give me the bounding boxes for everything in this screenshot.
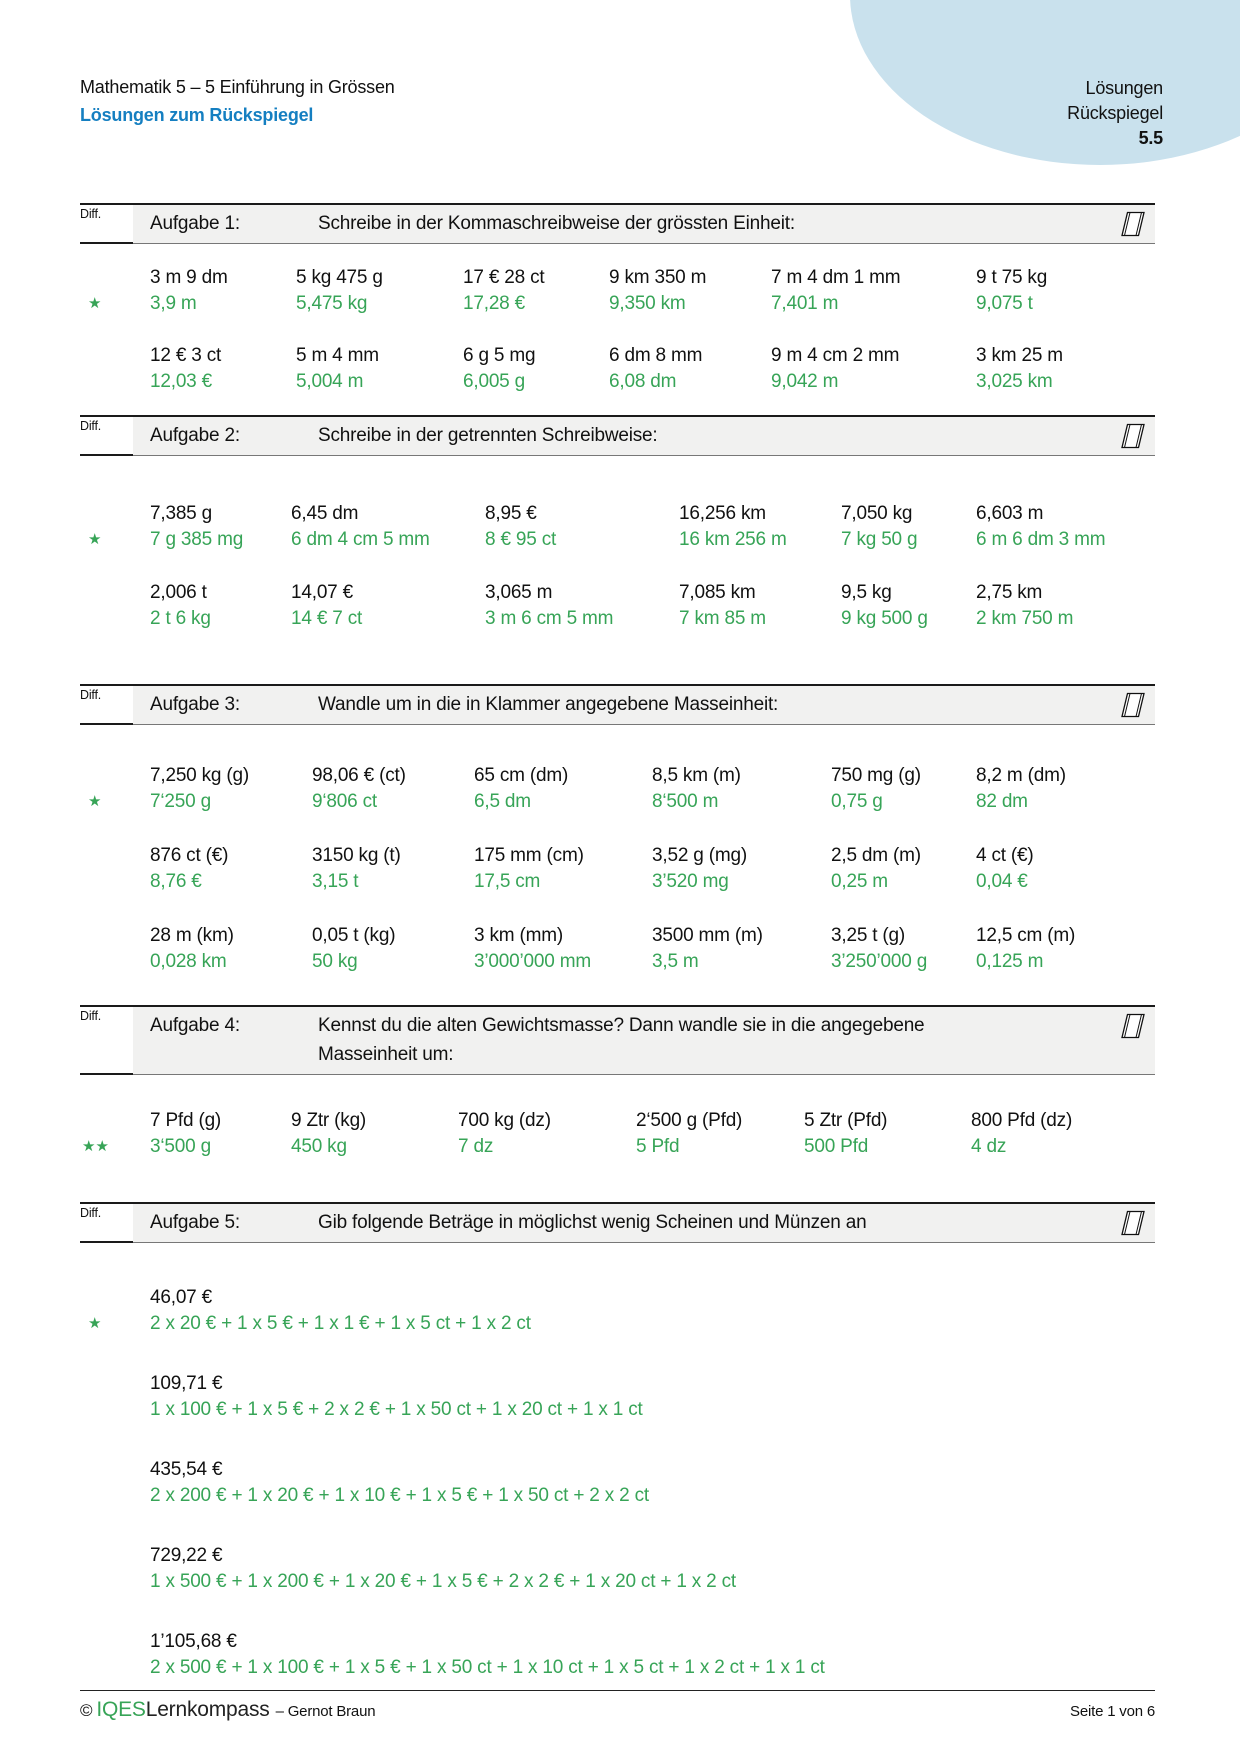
qa-item [652, 843, 831, 895]
answer-value: 0,028 km [150, 951, 227, 972]
question-value: 6,603 m [976, 503, 1044, 524]
question-value: 876 ct (€) [150, 845, 229, 866]
star-rating: ★ [88, 295, 103, 312]
qa-item [474, 843, 652, 895]
answer-value: 3 m 6 cm 5 mm [485, 608, 614, 629]
answer-value: 0,04 € [976, 871, 1028, 892]
answer-value: 2 x 20 € + 1 x 5 € + 1 x 1 € + 1 x 5 ct + 1 x 2 ct [150, 1313, 531, 1334]
notes-icon [1120, 422, 1146, 450]
task-instruction: Wandle um in die in Klammer angegebene Masseinheit: [318, 694, 779, 715]
answer-value: 16 km 256 m [679, 529, 787, 550]
answer-value: 3,025 km [976, 371, 1053, 392]
answer-value: 5 Pfd [636, 1136, 680, 1157]
answer-value: 2 x 500 € + 1 x 100 € + 1 x 5 € + 1 x 50 ct + 1 x 10 ct + 1 x 5 ct + 1 x 2 ct + 1 x 1 ct [150, 1657, 825, 1678]
task-row [80, 343, 1155, 395]
answer-value: 17,5 cm [474, 871, 541, 892]
diff-label: Diff. [80, 205, 133, 244]
qa-item [771, 343, 976, 395]
star-rating: ★ [88, 531, 103, 548]
brand-iqes: IQES [96, 1698, 146, 1721]
qa-item [312, 843, 474, 895]
task-instruction: Schreibe in der Kommaschreibweise der grössten Einheit: [318, 213, 795, 234]
answer-value: 0,75 g [831, 791, 883, 812]
task-row [80, 763, 1155, 815]
qa-item [150, 1108, 291, 1160]
task-instruction: Schreibe in der getrennten Schreibweise: [318, 425, 658, 446]
answer-value: 8,76 € [150, 871, 202, 892]
answer-value: 1 x 500 € + 1 x 200 € + 1 x 20 € + 1 x 5 € + 2 x 2 € + 1 x 20 ct + 1 x 2 ct [150, 1571, 737, 1592]
task-section-4 [80, 1005, 1155, 1160]
course-title: Mathematik 5 – 5 Einführung in Grössen [80, 77, 395, 97]
answer-value: 4 dz [971, 1136, 1007, 1157]
question-value: 14,07 € [291, 582, 353, 603]
copyright-icon: © [80, 1701, 93, 1720]
task-row [80, 843, 1155, 895]
question-value: 7,385 g [150, 503, 212, 524]
qa-item [474, 923, 652, 975]
answer-value: 12,03 € [150, 371, 212, 392]
task-title: Aufgabe 5: [150, 1212, 240, 1233]
diff-label: Diff. [80, 1007, 133, 1075]
task-title-bar [133, 205, 1155, 244]
amount-block [80, 1285, 1155, 1337]
task-row [80, 501, 1155, 553]
task-section-1 [80, 203, 1155, 395]
corner-label [1067, 76, 1163, 151]
task-header [80, 203, 1155, 244]
question-value: 4 ct (€) [976, 845, 1034, 866]
qa-item [312, 923, 474, 975]
answer-value: 82 dm [976, 791, 1028, 812]
question-value: 3 km (mm) [474, 925, 563, 946]
question-value: 12,5 cm (m) [976, 925, 1076, 946]
answer-value: 7‘250 g [150, 791, 211, 812]
qa-item [831, 843, 976, 895]
corner-line-loesungen: Lösungen [1085, 78, 1163, 98]
answer-value: 14 € 7 ct [291, 608, 363, 629]
task-row [80, 265, 1155, 317]
qa-item [296, 265, 463, 317]
question-value: 28 m (km) [150, 925, 234, 946]
qa-item [976, 580, 1155, 632]
qa-item [150, 923, 312, 975]
answer-value: 5,004 m [296, 371, 364, 392]
qa-item [976, 763, 1155, 815]
question-value: 2‘500 g (Pfd) [636, 1110, 743, 1131]
page-number: Seite 1 von 6 [1070, 1703, 1155, 1720]
qa-item [804, 1108, 971, 1160]
question-value: 800 Pfd (dz) [971, 1110, 1073, 1131]
diff-label: Diff. [80, 417, 133, 456]
star-rating: ★ [88, 1315, 103, 1332]
qa-item [463, 343, 609, 395]
qa-item [312, 763, 474, 815]
qa-item [458, 1108, 636, 1160]
question-value: 12 € 3 ct [150, 345, 222, 366]
question-value: 700 kg (dz) [458, 1110, 551, 1131]
question-value: 3,065 m [485, 582, 553, 603]
task-header [80, 1202, 1155, 1243]
task-title: Aufgabe 3: [150, 694, 240, 715]
question-value: 6 g 5 mg [463, 345, 536, 366]
question-value: 17 € 28 ct [463, 267, 545, 288]
answer-value: 9 kg 500 g [841, 608, 928, 629]
qa-item [291, 1108, 458, 1160]
brand-logo [80, 1698, 375, 1722]
question-value: 5 kg 475 g [296, 267, 383, 288]
qa-item [976, 843, 1155, 895]
question-value: 5 Ztr (Pfd) [804, 1110, 888, 1131]
question-value: 7 Pfd (g) [150, 1110, 222, 1131]
amount-block [80, 1457, 1155, 1509]
question-value: 750 mg (g) [831, 765, 921, 786]
task-title-bar [133, 1204, 1155, 1243]
corner-line-rueckspiegel: Rückspiegel [1067, 103, 1163, 123]
question-value: 8,2 m (dm) [976, 765, 1066, 786]
qa-item [291, 501, 485, 553]
task-instruction: Kennst du die alten Gewichtsmasse? Dann wandle sie in die angegebene Masseinheit um: [318, 1015, 925, 1065]
answer-value: 450 kg [291, 1136, 347, 1157]
question-value: 46,07 € [150, 1287, 212, 1308]
answer-value: 3,5 m [652, 951, 699, 972]
answer-value: 3’520 mg [652, 871, 729, 892]
qa-item [150, 501, 291, 553]
qa-item [976, 265, 1155, 317]
question-value: 1’105,68 € [150, 1631, 237, 1652]
question-value: 2,5 dm (m) [831, 845, 921, 866]
question-value: 109,71 € [150, 1373, 223, 1394]
question-value: 2,75 km [976, 582, 1043, 603]
task-header [80, 415, 1155, 456]
task-title: Aufgabe 2: [150, 425, 240, 446]
star-rating: ★★ [82, 1138, 109, 1155]
question-value: 729,22 € [150, 1545, 223, 1566]
answer-value: 7 dz [458, 1136, 494, 1157]
task-title-bar [133, 417, 1155, 456]
question-value: 7,250 kg (g) [150, 765, 249, 786]
question-value: 3 km 25 m [976, 345, 1063, 366]
answer-value: 17,28 € [463, 293, 525, 314]
question-value: 3 m 9 dm [150, 267, 228, 288]
answer-value: 6 dm 4 cm 5 mm [291, 529, 430, 550]
question-value: 9 km 350 m [609, 267, 707, 288]
question-value: 9 Ztr (kg) [291, 1110, 367, 1131]
qa-item [652, 763, 831, 815]
answer-value: 7 kg 50 g [841, 529, 918, 550]
question-value: 8,5 km (m) [652, 765, 741, 786]
qa-item [841, 501, 976, 553]
answer-value: 9,042 m [771, 371, 839, 392]
amount-block [80, 1543, 1155, 1595]
question-value: 7,085 km [679, 582, 756, 603]
qa-item [976, 923, 1155, 975]
document-header [80, 76, 395, 126]
task-title-bar [133, 686, 1155, 725]
qa-item [831, 763, 976, 815]
qa-item [841, 580, 976, 632]
question-value: 7,050 kg [841, 503, 913, 524]
task-row [80, 1108, 1155, 1160]
footer-divider [80, 1690, 1155, 1691]
question-value: 6,45 dm [291, 503, 359, 524]
answer-value: 2 x 200 € + 1 x 20 € + 1 x 10 € + 1 x 5 € + 1 x 50 ct + 2 x 2 ct [150, 1485, 649, 1506]
question-value: 3500 mm (m) [652, 925, 763, 946]
question-value: 8,95 € [485, 503, 537, 524]
answer-value: 50 kg [312, 951, 358, 972]
qa-item [150, 265, 296, 317]
question-value: 3150 kg (t) [312, 845, 401, 866]
answer-value: 9,350 km [609, 293, 686, 314]
qa-item [831, 923, 976, 975]
answer-value: 0,125 m [976, 951, 1044, 972]
answer-value: 6,08 dm [609, 371, 677, 392]
question-value: 3,52 g (mg) [652, 845, 747, 866]
qa-item [652, 923, 831, 975]
qa-item [636, 1108, 804, 1160]
task-header [80, 1005, 1155, 1075]
task-section-5 [80, 1202, 1155, 1681]
answer-value: 6 m 6 dm 3 mm [976, 529, 1106, 550]
diff-label: Diff. [80, 686, 133, 725]
question-value: 16,256 km [679, 503, 766, 524]
qa-item [485, 580, 679, 632]
question-value: 3,25 t (g) [831, 925, 906, 946]
answer-value: 3‘500 g [150, 1136, 211, 1157]
answer-value: 5,475 kg [296, 293, 368, 314]
qa-item [474, 763, 652, 815]
notes-icon [1120, 1209, 1146, 1237]
answer-value: 3’000’000 mm [474, 951, 591, 972]
answer-value: 9,075 t [976, 293, 1033, 314]
answer-value: 2 t 6 kg [150, 608, 211, 629]
task-instruction: Gib folgende Beträge in möglichst wenig Scheinen und Münzen an [318, 1212, 867, 1233]
answer-value: 3,15 t [312, 871, 359, 892]
question-value: 9 t 75 kg [976, 267, 1048, 288]
question-value: 2,006 t [150, 582, 207, 603]
answer-value: 500 Pfd [804, 1136, 869, 1157]
qa-item [609, 265, 771, 317]
qa-item [976, 501, 1155, 553]
notes-icon [1120, 210, 1146, 238]
answer-value: 1 x 100 € + 1 x 5 € + 2 x 2 € + 1 x 50 ct + 1 x 20 ct + 1 x 1 ct [150, 1399, 643, 1420]
answer-value: 0,25 m [831, 871, 888, 892]
task-title: Aufgabe 1: [150, 213, 240, 234]
question-value: 9 m 4 cm 2 mm [771, 345, 900, 366]
amount-block [80, 1629, 1155, 1681]
task-title-bar [133, 1007, 1155, 1075]
answer-value: 6,005 g [463, 371, 525, 392]
answer-value: 3’250’000 g [831, 951, 928, 972]
task-header [80, 684, 1155, 725]
amount-block [80, 1371, 1155, 1423]
page-title: Lösungen zum Rückspiegel [80, 105, 314, 125]
answer-value: 8‘500 m [652, 791, 719, 812]
qa-item [971, 1108, 1155, 1160]
notes-icon [1120, 691, 1146, 719]
answer-value: 7 g 385 mg [150, 529, 244, 550]
qa-item [296, 343, 463, 395]
question-value: 175 mm (cm) [474, 845, 584, 866]
qa-item [463, 265, 609, 317]
task-section-3 [80, 684, 1155, 975]
question-value: 6 dm 8 mm [609, 345, 703, 366]
qa-item [679, 501, 841, 553]
task-title: Aufgabe 4: [150, 1015, 240, 1036]
qa-item [150, 343, 296, 395]
question-value: 65 cm (dm) [474, 765, 569, 786]
answer-value: 7 km 85 m [679, 608, 766, 629]
notes-icon [1120, 1012, 1146, 1040]
answer-value: 9‘806 ct [312, 791, 377, 812]
question-value: 0,05 t (kg) [312, 925, 396, 946]
qa-item [609, 343, 771, 395]
task-section-2 [80, 415, 1155, 632]
qa-item [150, 843, 312, 895]
answer-value: 3,9 m [150, 293, 197, 314]
qa-item [485, 501, 679, 553]
task-row [80, 580, 1155, 632]
qa-item [976, 343, 1155, 395]
brand-lernkompass: Lernkompass [145, 1698, 270, 1721]
star-rating: ★ [88, 793, 103, 810]
page-footer [80, 1698, 1155, 1722]
answer-value: 8 € 95 ct [485, 529, 557, 550]
question-value: 98,06 € (ct) [312, 765, 406, 786]
qa-item [150, 763, 312, 815]
qa-item [291, 580, 485, 632]
qa-item [150, 580, 291, 632]
question-value: 9,5 kg [841, 582, 892, 603]
author-name: – Gernot Braun [275, 1703, 376, 1720]
qa-item [771, 265, 976, 317]
qa-item [679, 580, 841, 632]
question-value: 435,54 € [150, 1459, 223, 1480]
corner-chapter-number: 5.5 [1138, 128, 1163, 148]
question-value: 7 m 4 dm 1 mm [771, 267, 901, 288]
answer-value: 7,401 m [771, 293, 839, 314]
task-row [80, 923, 1155, 975]
corner-decoration [850, 0, 1240, 165]
answer-value: 6,5 dm [474, 791, 531, 812]
answer-value: 2 km 750 m [976, 608, 1074, 629]
question-value: 5 m 4 mm [296, 345, 379, 366]
diff-label: Diff. [80, 1204, 133, 1243]
